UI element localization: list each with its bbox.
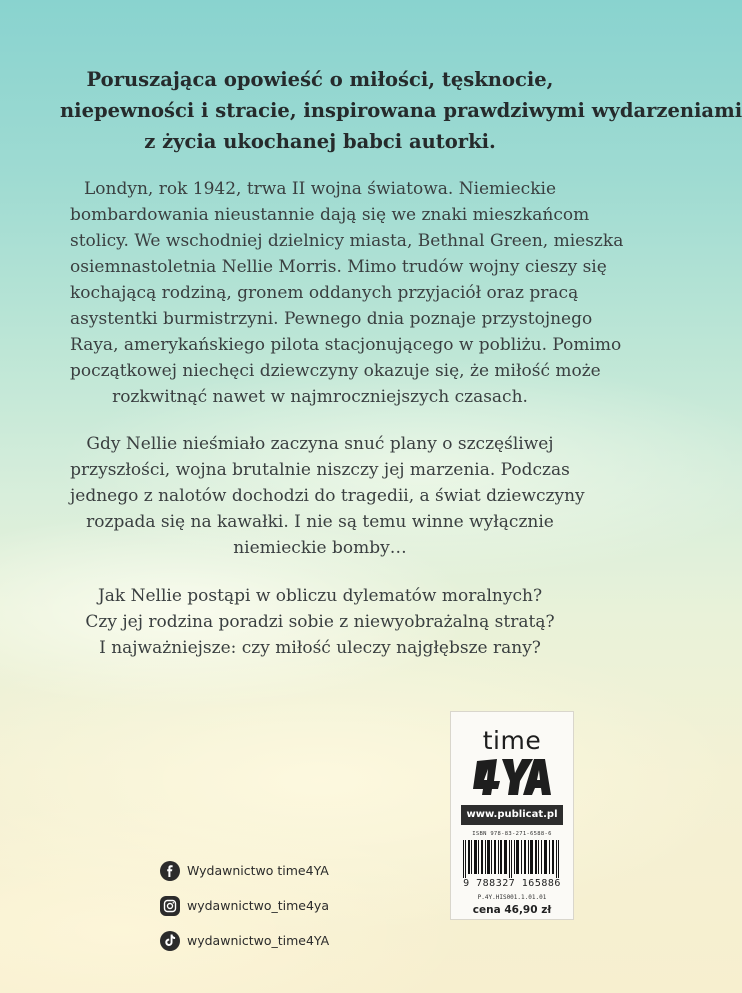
- paragraph-line: kochającą rodziną, gronem oddanych przyjaciół oraz pracą: [70, 283, 579, 303]
- tagline-line: Poruszająca opowieść o miłości, tęsknocie,: [86, 68, 554, 91]
- instagram-icon: [160, 896, 180, 916]
- social-tiktok[interactable]: [160, 923, 329, 958]
- paragraph-line: stolicy. We wschodniej dzielnicy miasta, Bethnal Green, mieszka: [70, 231, 624, 251]
- tagline-line: z życia ukochanej babci autorki.: [144, 130, 496, 153]
- question-line: Czy jej rodzina poradzi sobie z niewyobrażalną stratą?: [85, 612, 555, 632]
- barcode-digits: 9 788327 165886: [463, 878, 561, 889]
- isbn-text: ISBN 978-83-271-6588-6: [472, 831, 552, 837]
- paragraph-line: Londyn, rok 1942, trwa II wojna światowa. Niemieckie: [84, 179, 556, 199]
- paragraph-line: rozkwitnąć nawet w najmroczniejszych czasach.: [112, 387, 528, 407]
- paragraph-line: rozpada się na kawałki. I nie są temu winne wyłącznie: [86, 512, 554, 532]
- question-line: I najważniejsze: czy miłość uleczy najgłębsze rany?: [99, 638, 541, 658]
- paragraph-line: jednego z nalotów dochodzi do tragedii, a świat dziewczyny: [70, 486, 585, 506]
- tagline: [60, 64, 742, 157]
- paragraph-line: niemieckie bomby…: [233, 538, 407, 558]
- blurb-questions: [70, 583, 570, 661]
- paragraph-line: asystentki burmistrzyni. Pewnego dnia poznaje przystojnego: [70, 309, 593, 329]
- paragraph-line: Gdy Nellie nieśmiało zaczyna snuć plany o szczęśliwej: [86, 434, 554, 454]
- social-instagram[interactable]: [160, 888, 329, 923]
- question-line: Jak Nellie postąpi w obliczu dylematów moralnych?: [97, 586, 543, 606]
- tiktok-handle: wydawnictwo_time4YA: [187, 933, 330, 948]
- social-links: [160, 853, 329, 958]
- blurb-paragraph-1: [70, 176, 624, 410]
- paragraph-line: bombardowania nieustannie dają się we znaki mieszkańcom: [70, 205, 590, 225]
- publisher-barcode-panel: [450, 711, 574, 920]
- facebook-icon: [160, 861, 180, 881]
- publisher-url[interactable]: www.publicat.pl: [461, 805, 563, 825]
- paragraph-line: osiemnastoletnia Nellie Morris. Mimo trudów wojny cieszy się: [70, 257, 607, 277]
- paragraph-line: przyszłości, wojna brutalnie niszczy jej marzenia. Podczas: [70, 460, 570, 480]
- tagline-line: niepewności i stracie, inspirowana prawdziwymi wydarzeniami: [60, 99, 742, 122]
- blurb-paragraph-2: [70, 431, 585, 561]
- barcode-image: [461, 840, 563, 878]
- product-code: P.4Y.HIS001.1.01.01: [477, 894, 547, 901]
- social-facebook[interactable]: [160, 853, 329, 888]
- tiktok-icon: [160, 931, 180, 951]
- facebook-handle: Wydawnictwo time4YA: [187, 863, 329, 878]
- brand-logo-4ya: [473, 755, 551, 797]
- paragraph-line: początkowej niechęci dziewczyny okazuje się, że miłość może: [70, 361, 601, 381]
- brand-logo-time: time: [482, 726, 542, 755]
- price-currency: zł: [541, 904, 552, 916]
- price-value: cena 46,90: [472, 904, 538, 916]
- paragraph-line: Raya, amerykańskiego pilota stacjonującego w pobliżu. Pomimo: [70, 335, 622, 355]
- instagram-handle: wydawnictwo_time4ya: [187, 898, 329, 913]
- price: [451, 904, 573, 916]
